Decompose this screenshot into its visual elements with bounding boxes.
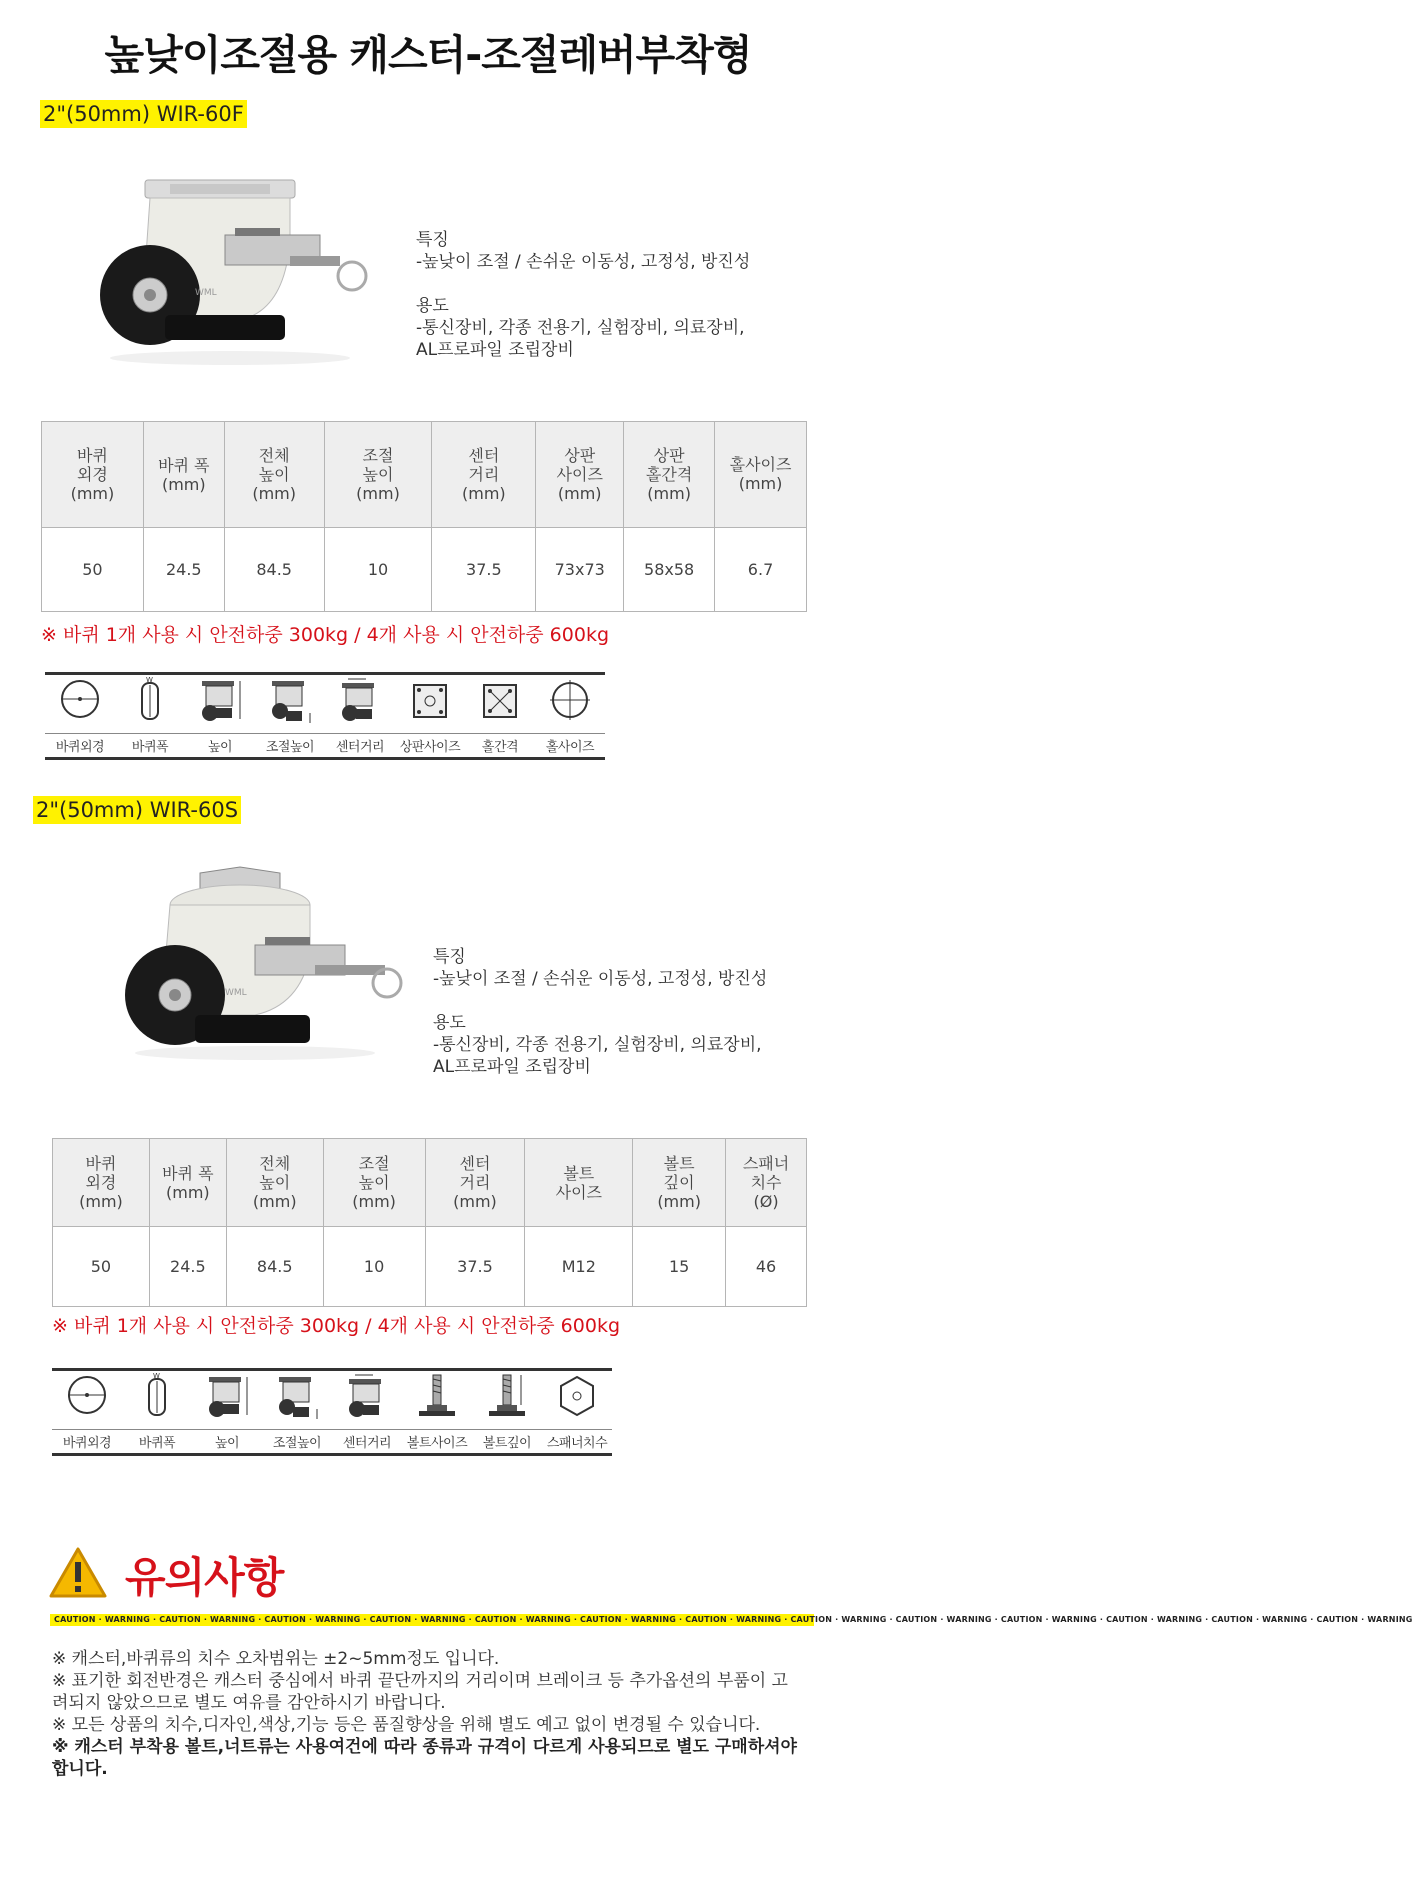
icon-cell (395, 675, 465, 757)
plate-size-icon (402, 675, 458, 727)
wheel-diameter-icon (59, 1371, 115, 1423)
header-bolt-size: 볼트 사이즈 (525, 1139, 633, 1227)
value-cell: 73x73 (536, 528, 624, 612)
caution-note: 려되지 않았으므로 별도 여유를 감안하시기 바랍니다. (52, 1693, 446, 1713)
header-spanner-size: 스패너 치수 (Ø) (726, 1139, 807, 1227)
center-distance-icon (339, 1371, 395, 1423)
load-capacity-note: ※ 바퀴 1개 사용 시 안전하중 300kg / 4개 사용 시 안전하중 600kg (52, 1315, 621, 1337)
header-center-distance: 센터 거리 (mm) (425, 1139, 525, 1227)
hole-size-icon (542, 675, 598, 727)
table-row (53, 1227, 807, 1307)
page-title: 높낮이조절용 캐스터-조절레버부착형 (104, 31, 752, 79)
caution-note: ※ 모든 상품의 치수,디자인,색상,기능 등은 품질향상을 위해 별도 예고 없이 변경될 수 있습니다. (52, 1715, 761, 1735)
header-plate-size: 상판 사이즈 (mm) (536, 422, 624, 528)
hole-spacing-icon (472, 675, 528, 727)
header-wheel-width: 바퀴 폭 (mm) (143, 422, 224, 528)
header-hole-spacing: 상판 홀간격 (mm) (624, 422, 715, 528)
header-wheel-diameter: 바퀴 외경 (mm) (53, 1139, 150, 1227)
icon-cell (122, 1371, 192, 1453)
caution-note-bold: 합니다. (52, 1759, 108, 1779)
caster-bolt-image (105, 865, 405, 1065)
icon-cell (535, 675, 605, 757)
icon-label: 조절높이 (262, 1429, 332, 1451)
header-adjust-height: 조절 높이 (mm) (324, 422, 432, 528)
value-cell: 84.5 (224, 528, 324, 612)
icon-label: 홀간격 (465, 733, 535, 755)
header-wheel-diameter: 바퀴 외경 (mm) (42, 422, 144, 528)
icon-label: 상판사이즈 (395, 733, 465, 755)
icon-cell (262, 1371, 332, 1453)
value-cell: 84.5 (226, 1227, 323, 1307)
header-wheel-width: 바퀴 폭 (mm) (149, 1139, 226, 1227)
adjust-height-icon (269, 1371, 325, 1423)
usage-text-line1: -통신장비, 각종 전용기, 실험장비, 의료장비, (433, 1035, 762, 1055)
svg-text:WML: WML (225, 988, 247, 998)
header-bolt-depth: 볼트 깊이 (mm) (633, 1139, 726, 1227)
value-cell: 58x58 (624, 528, 715, 612)
header-adjust-height: 조절 높이 (mm) (323, 1139, 425, 1227)
icon-label: 볼트사이즈 (402, 1429, 472, 1451)
icon-label: 조절높이 (255, 733, 325, 755)
icon-label: 높이 (192, 1429, 262, 1451)
icon-cell (185, 675, 255, 757)
center-distance-icon (332, 675, 388, 727)
value-cell: 15 (633, 1227, 726, 1307)
features-text: -높낮이 조절 / 손쉬운 이동성, 고정성, 방진성 (433, 969, 768, 989)
usage-text-line2: AL프로파일 조립장비 (433, 1057, 591, 1077)
icon-cell (52, 1371, 122, 1453)
value-cell: 24.5 (149, 1227, 226, 1307)
header-hole-size: 홀사이즈 (mm) (715, 422, 807, 528)
icon-label: 스패너치수 (542, 1429, 612, 1451)
bolt-depth-icon (479, 1371, 535, 1423)
wheel-width-icon (122, 675, 178, 727)
icon-label: 센터거리 (332, 1429, 402, 1451)
header-total-height: 전체 높이 (mm) (224, 422, 324, 528)
warning-triangle-icon (48, 1546, 108, 1600)
value-cell: 50 (42, 528, 144, 612)
svg-text:WML: WML (195, 288, 217, 298)
bolt-size-icon (409, 1371, 465, 1423)
caution-tape: CAUTION · WARNING · CAUTION · WARNING · CAUTION · WARNING · CAUTION · WARNING · CAUTION · WARNING · CAUTION · WARNING · CAUTION · WARNING · CAUTION · WARNING · CAUTION · WARNING · CAUTION · WARNING · CAUTION · WARNING · CAUTION · WARNING · CAUTION · WARNING (50, 1614, 814, 1626)
usage-heading: 용도 (416, 296, 449, 316)
header-center-distance: 센터 거리 (mm) (432, 422, 536, 528)
caution-note: ※ 캐스터,바퀴류의 치수 오차범위는 ±2~5mm정도 입니다. (52, 1649, 500, 1669)
caution-note-bold: ※ 캐스터 부착용 볼트,너트류는 사용여건에 따라 종류과 규격이 다르게 사용되므로 별도 구매하셔야 (52, 1737, 797, 1757)
icon-cell (255, 675, 325, 757)
product-1-description (416, 229, 750, 361)
icon-cell (192, 1371, 262, 1453)
spanner-icon (549, 1371, 605, 1423)
icon-cell (45, 675, 115, 757)
spec-table-2 (52, 1138, 807, 1307)
icon-cell (115, 675, 185, 757)
load-capacity-note: ※ 바퀴 1개 사용 시 안전하중 300kg / 4개 사용 시 안전하중 600kg (41, 624, 610, 646)
adjust-height-icon (262, 675, 318, 727)
value-cell: 6.7 (715, 528, 807, 612)
icon-cell (402, 1371, 472, 1453)
usage-heading: 용도 (433, 1013, 466, 1033)
caution-notes (52, 1648, 822, 1780)
dimension-icon-strip-2 (52, 1368, 612, 1456)
wheel-width-icon (129, 1371, 185, 1423)
icon-cell (542, 1371, 612, 1453)
product-2-model: 2"(50mm) WIR-60S (33, 796, 241, 824)
caster-plate-image (90, 170, 360, 370)
svg-text:W: W (146, 676, 153, 684)
usage-text-line2: AL프로파일 조립장비 (416, 340, 574, 360)
features-heading: 특징 (416, 230, 449, 250)
wheel-diameter-icon (52, 675, 108, 727)
caution-note: ※ 표기한 회전반경은 캐스터 중심에서 바퀴 끝단까지의 거리이며 브레이크 등 추가옵션의 부품이 고 (52, 1671, 788, 1691)
value-cell: 50 (53, 1227, 150, 1307)
icon-cell (332, 1371, 402, 1453)
value-cell: 46 (726, 1227, 807, 1307)
product-1-model: 2"(50mm) WIR-60F (40, 100, 247, 128)
icon-label: 바퀴외경 (45, 733, 115, 755)
height-icon (192, 675, 248, 727)
value-cell: M12 (525, 1227, 633, 1307)
icon-label: 센터거리 (325, 733, 395, 755)
dimension-icon-strip-1 (45, 672, 605, 760)
caution-title: 유의사항 (125, 1553, 284, 1602)
icon-label: 바퀴외경 (52, 1429, 122, 1451)
value-cell: 10 (324, 528, 432, 612)
icon-cell (472, 1371, 542, 1453)
usage-text-line1: -통신장비, 각종 전용기, 실험장비, 의료장비, (416, 318, 745, 338)
features-heading: 특징 (433, 947, 466, 967)
icon-label: 바퀴폭 (122, 1429, 192, 1451)
product-2-description (433, 946, 767, 1078)
value-cell: 24.5 (143, 528, 224, 612)
value-cell: 37.5 (432, 528, 536, 612)
value-cell: 10 (323, 1227, 425, 1307)
value-cell: 37.5 (425, 1227, 525, 1307)
svg-text:W: W (153, 1372, 160, 1380)
icon-cell (325, 675, 395, 757)
table-header-row (53, 1139, 807, 1227)
icon-label: 볼트깊이 (472, 1429, 542, 1451)
spec-table-1 (41, 421, 807, 612)
table-header-row (42, 422, 807, 528)
height-icon (199, 1371, 255, 1423)
icon-cell (465, 675, 535, 757)
header-total-height: 전체 높이 (mm) (226, 1139, 323, 1227)
features-text: -높낮이 조절 / 손쉬운 이동성, 고정성, 방진성 (416, 252, 751, 272)
icon-label: 홀사이즈 (535, 733, 605, 755)
table-row (42, 528, 807, 612)
icon-label: 높이 (185, 733, 255, 755)
icon-label: 바퀴폭 (115, 733, 185, 755)
